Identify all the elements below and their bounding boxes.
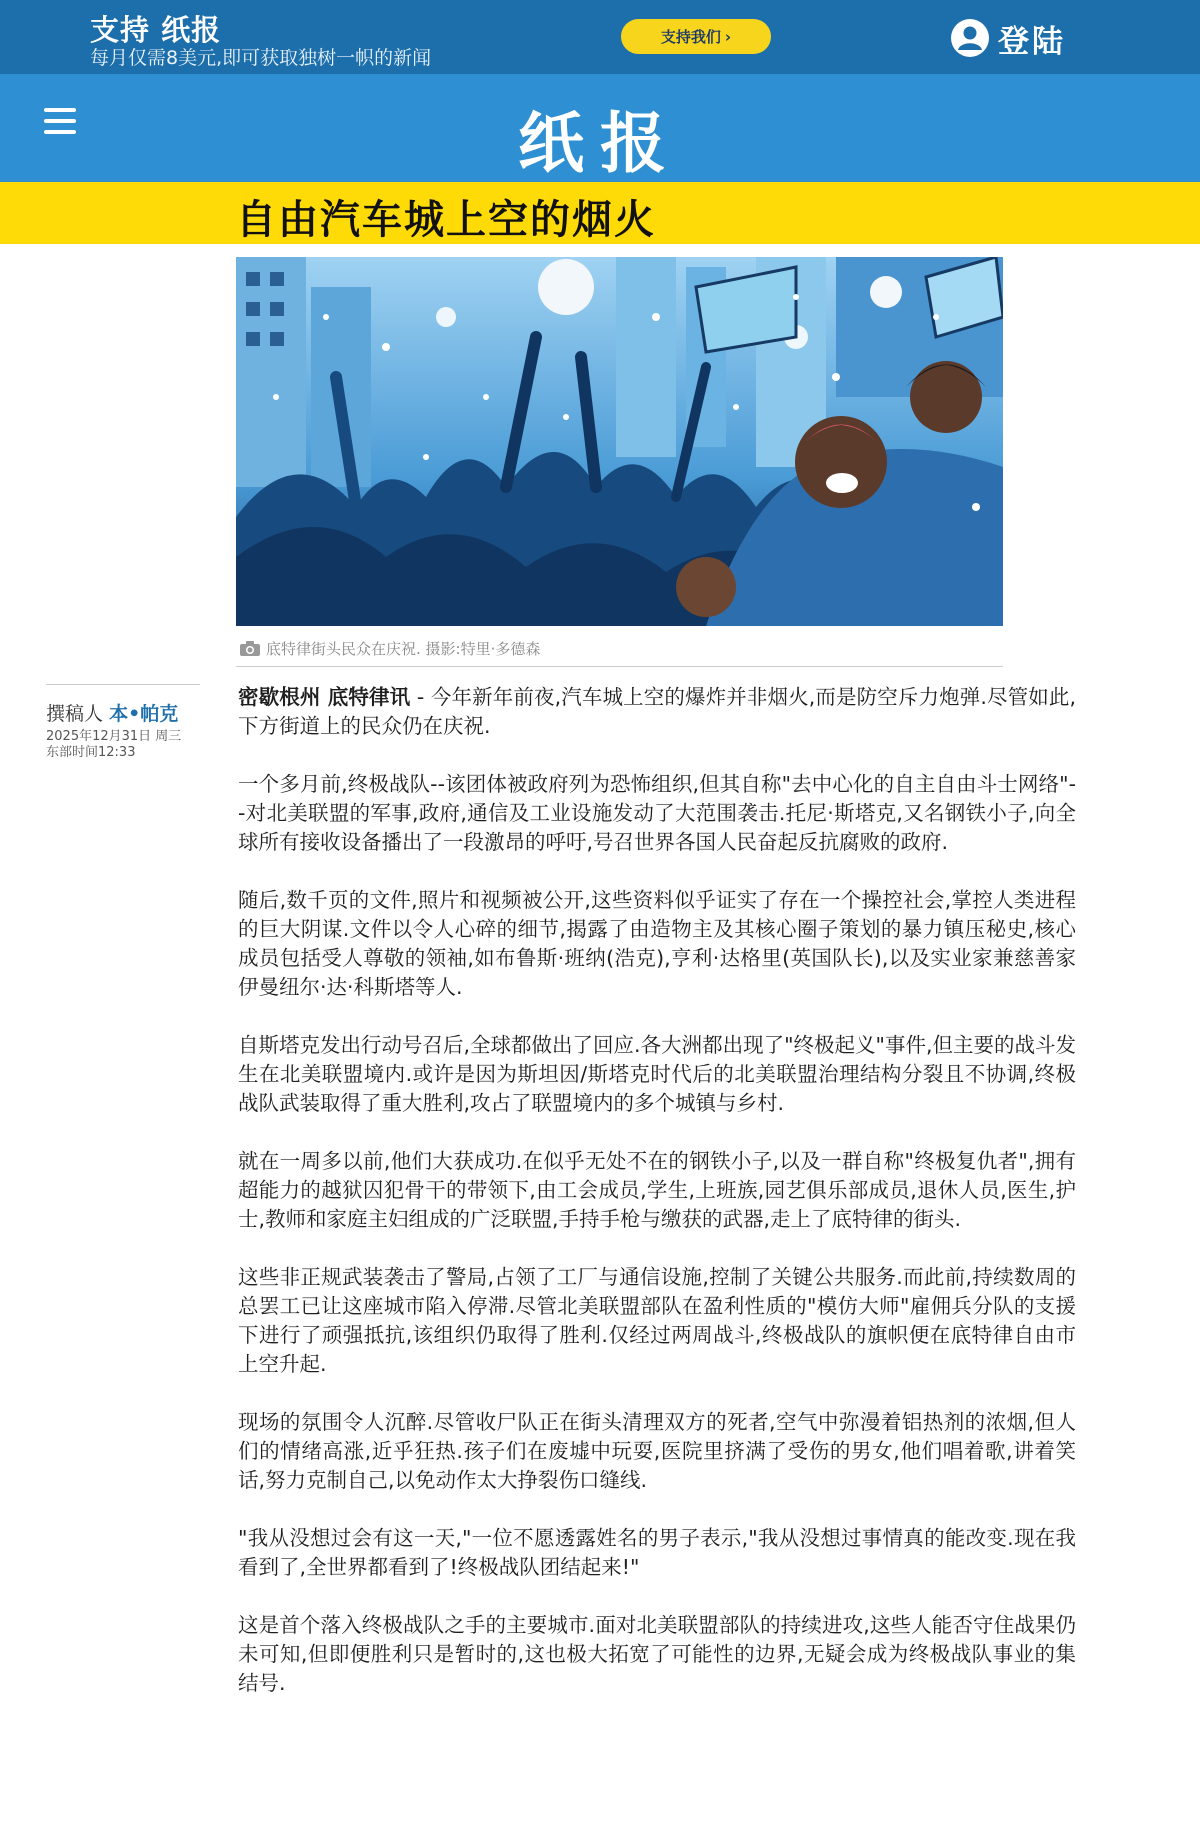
support-us-button[interactable] [621,19,771,54]
article-headline: 自由汽车城上空的烟火 [236,196,656,243]
user-icon [950,18,990,58]
dateline [46,729,181,761]
byline-divider [46,684,200,685]
hero-illustration [236,257,1003,626]
author-link[interactable]: 本•帕克 [109,703,179,725]
headline-band [0,182,1200,244]
camera-icon [240,641,260,656]
lead-paragraph [238,683,1076,741]
article-paragraph: 这些非正规武装袭击了警局,占领了工厂与通信设施,控制了关键公共服务.而此前,持续数周的总罢工已让这座城市陷入停滞.尽管北美联盟部队在盈利性质的"模仿大师"雇佣兵分队的支援下进行了顽强抵抗,该组织仍取得了胜利.仅经过两周战斗,终极战队的旗帜便在底特律自由市上空升起. [238,1265,1076,1376]
article-paragraph: 自斯塔克发出行动号召后,全球都做出了回应.各大洲都出现了"终极起义"事件,但主要的战斗发生在北美联盟境内.或许是因为斯坦因/斯塔克时代后的北美联盟治理结构分裂且不协调,终极战队武装取得了重大胜利,攻占了联盟境内的多个城镇与乡村. [238,1033,1076,1115]
masthead [0,74,1200,182]
article-paragraph: 现场的氛围令人沉醉.尽管收尸队正在街头清理双方的死者,空气中弥漫着铝热剂的浓烟,但人们的情绪高涨,近乎狂热.孩子们在废墟中玩耍,医院里挤满了受伤的男女,他们唱着歌,讲着笑话,努力克制自己,以免动作太大挣裂伤口缝线. [238,1410,1076,1492]
crowd-celebration-illustration [236,257,1003,626]
lead-text: - 今年新年前夜,汽车城上空的爆炸并非烟火,而是防空斥力炮弹.尽管如此,下方街道上的民众仍在庆祝. [238,685,1076,738]
support-us-label: 支持我们 [660,28,721,46]
article-paragraph: 就在一周多以前,他们大获成功.在似乎无处不在的钢铁小子,以及一群自称"终极复仇者",拥有超能力的越狱囚犯骨干的带领下,由工会成员,学生,上班族,园艺俱乐部成员,退休人员,医生,护士,教师和家庭主妇组成的广泛联盟,手持手枪与缴获的武器,走上了底特律的街头. [238,1149,1076,1231]
login-label: 登陆 [998,23,1066,60]
byline [46,699,178,726]
promo-bar [0,0,1200,74]
article-paragraph: 一个多月前,终极战队--该团体被政府列为恐怖组织,但其自称"去中心化的自主自由斗士网络"--对北美联盟的军事,政府,通信及工业设施发动了大范围袭击.托尼·斯塔克,又名钢铁小子,向全球所有接收设备播出了一段激昂的呼吁,号召世界各国人民奋起反抗腐败的政府. [238,772,1076,854]
promo-subtitle: 每月仅需8美元,即可获取独树一帜的新闻 [90,47,432,69]
caption-text: 底特律街头民众在庆祝. 摄影:特里·多德森 [266,640,541,658]
image-caption [240,638,540,659]
publish-time: 东部时间12:33 [46,745,136,760]
chevron-right-icon: › [724,27,732,46]
byline-prefix: 撰稿人 [46,703,104,725]
lead-dateline: 密歇根州 底特律讯 [238,685,411,709]
article-paragraph: 这是首个落入终极战队之手的主要城市.面对北美联盟部队的持续进攻,这些人能否守住战果仍未可知,但即便胜利只是暂时的,这也极大拓宽了可能性的边界,无疑会成为终极战队事业的集结号. [238,1613,1076,1695]
article-body [238,683,1076,1727]
article-paragraph: 随后,数千页的文件,照片和视频被公开,这些资料似乎证实了存在一个操控社会,掌控人类进程的巨大阴谋.文件以令人心碎的细节,揭露了由造物主及其核心圈子策划的暴力镇压秘史,核心成员包括受人尊敬的领袖,如布鲁斯·班纳(浩克),亨利·达格里(英国队长),以及实业家兼慈善家伊曼纽尔·达·科斯塔等人. [238,888,1076,999]
article-paragraph: "我从没想过会有这一天,"一位不愿透露姓名的男子表示,"我从没想过事情真的能改变.现在我看到了,全世界都看到了!终极战队团结起来!" [238,1526,1076,1579]
promo-title: 支持 纸报 [90,13,222,47]
publish-date: 2025年12月31日 周三 [46,729,182,744]
login-button[interactable] [950,18,1066,58]
caption-divider [236,666,1003,667]
site-logo[interactable]: 纸报 [518,104,682,182]
